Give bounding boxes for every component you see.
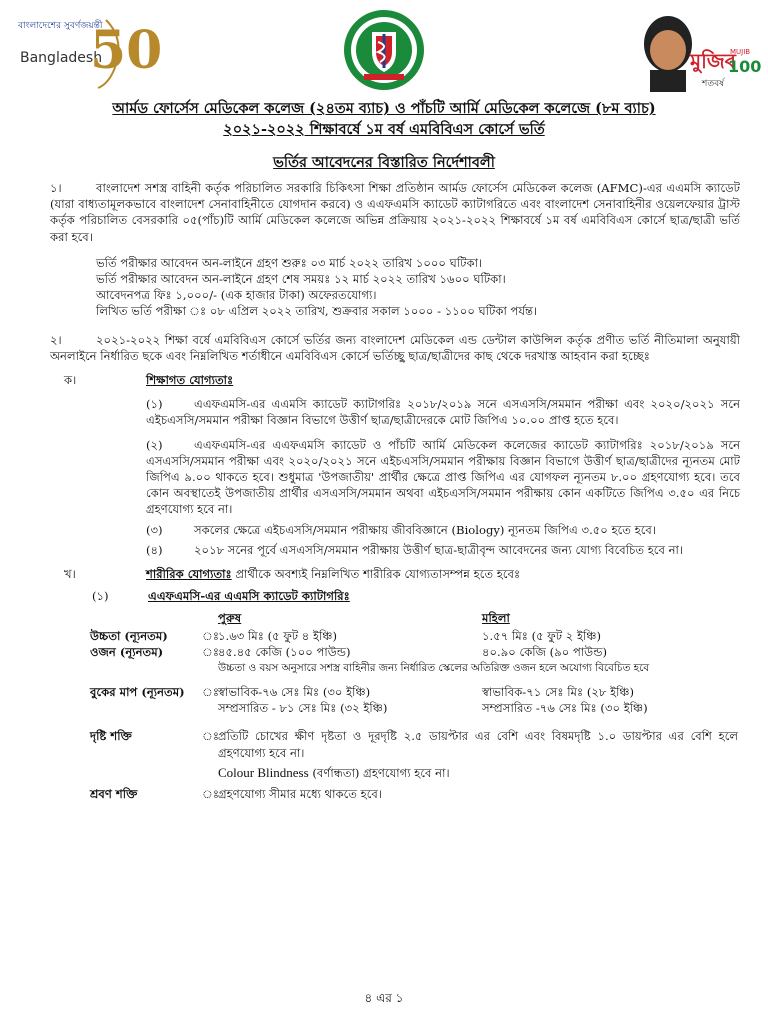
color-blindness-text: (বর্ণান্ধতা) গ্রহণযোগ্য হবে না। — [308, 765, 450, 780]
edu-item-2 — [146, 437, 740, 518]
section-kha-heading-line — [146, 566, 740, 582]
edu-item-1-text: এএফএমসি-এর এএমসি ক্যাডেট ক্যাটাগরিঃ ২০১৮/২০১৯ সনে এসএসসি/সমমান পরীক্ষা এবং ২০২০/২০২১ সনে এইচএসসি/সমমান পরীক্ষা বিজ্ঞান বিভাগে উত্তীর্ণ ছাত্র/ছাত্রীদেরকে মোট জিপিএ ১০.০০ প্রাপ্ত হতে হবে। — [146, 397, 740, 428]
section-kha-physical — [50, 566, 740, 582]
logo-right-number: 100 — [728, 57, 762, 76]
edu-item-2-number: (২) — [146, 437, 163, 452]
color-blindness-latin: Colour Blindness — [218, 764, 309, 780]
weight-male: ৪৫.৪৫ কেজি (১০০ পাউন্ড) — [218, 645, 351, 660]
chest-row-expanded — [90, 700, 740, 728]
title-line-2: ২০২১-২০২২ শিক্ষাবর্ষে ১ম বর্ষ এমবিবিএস কোর্সে ভর্তি — [223, 121, 545, 138]
eyesight-colon: ঃ — [202, 729, 220, 744]
edu-item-3 — [146, 522, 740, 538]
schedule-application-end: ভর্তি পরীক্ষার আবেদন অন-লাইনে গ্রহণ শেষ সময়ঃ ১২ মার্চ ২০২২ তারিখ ১৬০০ ঘটিকা। — [96, 272, 506, 287]
section-ka-educational — [50, 372, 740, 388]
edu-item-1-number: (১) — [146, 397, 163, 412]
afmc-emblem-logo — [342, 8, 426, 94]
height-row — [90, 628, 740, 644]
title-block — [0, 98, 768, 140]
chest-row-normal — [90, 684, 740, 700]
edu-item-1 — [146, 396, 740, 428]
schedule-application-fee: আবেদনপত্র ফিঃ ১,০০০/- (এক হাজার টাকা) অফেরতযোগ্য। — [96, 288, 377, 303]
chest-label: বুকের মাপ (ন্যূনতম) — [90, 685, 185, 700]
eyesight-block — [218, 728, 738, 781]
weight-colon: ঃ — [202, 645, 220, 660]
section-kha-letter: খ। — [64, 567, 76, 582]
title-line-1: আর্মড ফোর্সেস মেডিকেল কলেজ (২৪তম ব্যাচ) ও পাঁচটি আর্মি মেডিকেল কলেজে (৮ম ব্যাচ) — [112, 100, 656, 117]
physical-requirements-table — [90, 610, 740, 802]
section-ka-heading: শিক্ষাগত যোগ্যতাঃ — [146, 373, 234, 388]
section-kha-heading: শারীরিক যোগ্যতাঃ — [146, 567, 232, 582]
eyesight-label: দৃষ্টি শক্তি — [90, 729, 132, 744]
chest-male-expanded: সম্প্রসারিত - ৮১ সেঃ মিঃ (৩২ ইঞ্চি) — [218, 701, 388, 716]
physical-subcategory — [92, 588, 740, 604]
logo-left-bangla: বাংলাদেশের সুবর্ণজয়ন্তী — [18, 21, 103, 31]
chest-colon: ঃ — [202, 685, 220, 700]
eyesight-row — [90, 728, 740, 786]
logo-right-bangla: মুজিব — [690, 49, 736, 73]
hearing-colon: ঃ — [202, 787, 220, 802]
edu-item-4-text: ২০১৮ সনের পূর্বে এসএসসি/সমমান পরীক্ষায় উত্তীর্ণ ছাত্র-ছাত্রীবৃন্দ আবেদনের জন্য যোগ্য বিবেচিত হবে না। — [194, 542, 684, 557]
weight-note-row — [90, 660, 740, 684]
document-body — [50, 180, 740, 802]
section-kha-heading-rest: প্রার্থীকে অবশ্যই নিম্নলিখিত শারীরিক যোগ্যতাসম্পন্ন হতে হবেঃ — [231, 567, 521, 582]
bangladesh-50-logo — [18, 10, 163, 90]
height-colon: ঃ — [202, 629, 220, 644]
chest-female-normal: স্বাভাবিক-৭১ সেঃ মিঃ (২৮ ইঞ্চি) — [482, 685, 635, 700]
chest-female-expanded: সম্প্রসারিত -৭৬ সেঃ মিঃ (৩০ ইঞ্চি) — [482, 701, 648, 716]
weight-label: ওজন (ন্যূনতম) — [90, 645, 164, 660]
edu-item-3-number: (৩) — [146, 522, 163, 537]
chest-male-normal: স্বাভাবিক-৭৬ সেঃ মিঃ (৩০ ইঞ্চি) — [218, 685, 371, 700]
mujib-100-logo — [632, 10, 762, 94]
height-label: উচ্চতা (ন্যূনতম) — [90, 629, 168, 644]
weight-note: উচ্চতা ও বয়স অনুসারে সশস্ত্র বাহিনীর জন্য নির্ধারিত স্কেলের অতিরিক্ত ওজন হলে অযোগ্য বিবেচিত হবে — [218, 662, 650, 675]
hearing-label: শ্রবণ শক্তি — [90, 787, 138, 802]
instructions-subheading: ভর্তির আবেদনের বিস্তারিত নির্দেশাবলী — [273, 154, 495, 171]
paragraph-1-text: বাংলাদেশ সশস্ত্র বাহিনী কর্তৃক পরিচালিত সরকারি চিকিৎসা শিক্ষা প্রতিষ্ঠান আর্মড ফোর্সেস মেডিকেল কলেজ (AFMC)-এর এএমসি ক্যাডেট (যারা বাধ্যতামূলকভাবে বাংলাদেশ সেনাবাহিনীতে যোগদান করবে) ও এএফএমসি ক্যাডেট ক্যাটাগরিতে এবং বাংলাদেশ সেনাবাহিনীর ওয়েলফেয়ার ট্রাস্ট কর্তৃক পরিচালিত বেসরকারি ০৫(পাঁচ)টি আর্মি মেডিকেল কলেজে অভিন্ন প্রক্রিয়ায় ২০২১-২০২২ শিক্ষাবর্ষে ১ম বর্ষ এমবিবিএস কোর্সে ছাত্র/ছাত্রী ভর্তি করা হবে। — [50, 181, 740, 244]
hearing-row — [90, 786, 740, 802]
paragraph-2-text: ২০২১-২০২২ শিক্ষা বর্ষে এমবিবিএস কোর্সে ভর্তির জন্য বাংলাদেশ মেডিকেল এন্ড ডেন্টাল কাউন্সিল কর্তৃক প্রণীত ভর্তি নীতিমালা অনুযায়ী অনলাইনে নির্ধারিত ছকে এবং নিম্নলিখিত শর্তাধীনে এমবিবিএস কোর্সে ভর্তিচ্ছু ছাত্র/ছাত্রীদের কাছ থেকে দরখাস্ত আহবান করা হচ্ছেঃ — [50, 332, 740, 363]
physical-subcategory-number: (১) — [92, 589, 109, 604]
hearing-text: গ্রহণযোগ্য সীমার মধ্যে থাকতে হবে। — [218, 787, 382, 802]
paragraph-1 — [50, 180, 740, 245]
paragraph-2 — [50, 332, 740, 364]
section-ka-letter: ক। — [64, 373, 77, 388]
height-male: ১.৬৩ মিঃ (৫ ফুট ৪ ইঞ্চি) — [218, 629, 338, 644]
logo-left-number: 50 — [90, 20, 163, 81]
edu-item-4-number: (৪) — [146, 542, 163, 557]
logo-right-sub: শতবর্ষ — [702, 79, 725, 89]
paragraph-1-number: ১। — [50, 181, 62, 195]
gender-header-row — [90, 610, 740, 628]
schedule-written-exam: লিখিত ভর্তি পরীক্ষা ঃ ০৮ এপ্রিল ২০২২ তারিখ, শুক্রবার সকাল ১০০০ - ১১০০ ঘটিকা পর্যন্ত। — [96, 304, 538, 319]
color-blindness-line — [218, 765, 738, 781]
eyesight-text: প্রতিটি চোখের ক্ষীণ দৃষ্টতা ও দূরদৃষ্টি ২.৫ ডায়প্টার এর বেশি এবং বিষমদৃষ্টি ১.০ ডায়প্টার এর বেশি হলে গ্রহণযোগ্য হবে না। — [218, 729, 738, 760]
edu-item-4 — [146, 542, 740, 558]
edu-item-2-text: এএফএমসি-এর এএফএমসি ক্যাডেট ও পাঁচটি আর্মি মেডিকেল কলেজের ক্যাডেট ক্যাটাগরিঃ ২০১৮/২০১৯ সনে এসএসসি/সমমান পরীক্ষা এবং ২০২০/২০২১ সনে এইচএসসি/সমমান পরীক্ষায় বিজ্ঞান বিভাগে উত্তীর্ণ ছাত্র/ছাত্রীদের ন্যূনতম মোট জিপিএ ৯.০০ থাকতে হবে। শুধুমাত্র 'উপজাতীয়' প্রার্থীর ক্ষেত্রে প্রাপ্ত জিপিএ এর যোগফল ন্যূনতম ৮.০০ গ্রহণযোগ্য হবে। তবে কোন অবস্থাতেই উপজাতীয় প্রার্থীর এসএসসি/সমমান অথবা এইচএসসি/সমমান পরীক্ষায় কোন একটিতে জিপিএ ৩.৫০ এর নিচে গ্রহণযোগ্য হবে না। — [146, 437, 740, 517]
page-number: ৪ এর ১ — [364, 991, 404, 1005]
male-header: পুরুষ — [218, 611, 242, 626]
height-female: ১.৫৭ মিঃ (৫ ফুট ২ ইঞ্চি) — [482, 629, 602, 644]
paragraph-2-number: ২। — [50, 332, 62, 347]
schedule-list — [96, 255, 740, 320]
schedule-application-start: ভর্তি পরীক্ষার আবেদন অন-লাইনে গ্রহণ শুরুঃ ০৩ মার্চ ২০২২ তারিখ ১০০০ ঘটিকা। — [96, 255, 483, 270]
page-header — [0, 0, 768, 100]
physical-subcategory-title: এএফএমসি-এর এএমসি ক্যাডেট ক্যাটাগরিঃ — [148, 589, 350, 604]
edu-item-3-text: সকলের ক্ষেত্রে এইচএসসি/সমমান পরীক্ষায় জীববিজ্ঞানে (Biology) ন্যূনতম জিপিএ ৩.৫০ হতে হবে। — [194, 522, 656, 537]
logo-left-text: Bangladesh — [20, 50, 103, 66]
logo-right-latin: MUJIB — [730, 48, 751, 56]
weight-row — [90, 644, 740, 660]
female-header: মহিলা — [482, 611, 510, 626]
weight-female: ৪০.৯০ কেজি (৯০ পাউন্ড) — [482, 645, 607, 660]
